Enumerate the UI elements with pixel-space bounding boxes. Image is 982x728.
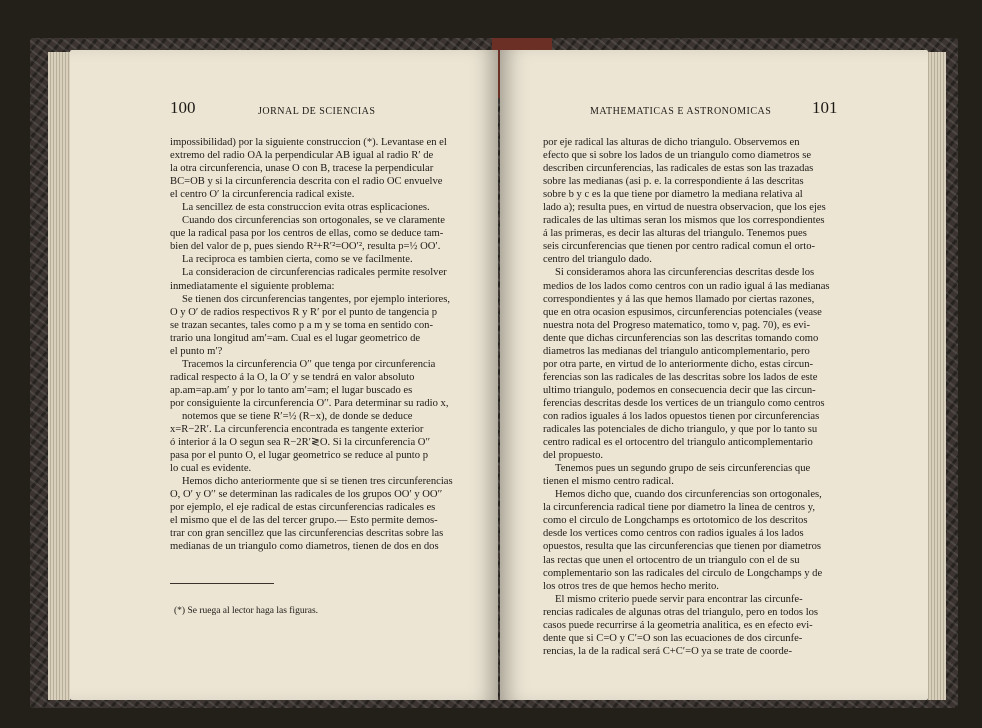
text-line: con radios iguales á los lados opuestos tienen por circunferencias	[543, 410, 820, 422]
text-line: correspondientes y á las que hemos llamado por ciertas razones,	[543, 293, 815, 305]
text-line: trario una longitud am′=am. Cual es el lugar geometrico de	[170, 332, 421, 344]
text-line: medianas de un triangulo como diametros, tienen de dos en dos	[170, 541, 439, 553]
text-line: dente que si C=O y C′=O son las ecuaciones de dos circunfe-	[543, 632, 803, 644]
left-page-number: 100	[170, 98, 196, 117]
text-line: ferencias descritas desde los vertices de un triangulo como centros	[543, 397, 825, 409]
right-page	[500, 50, 928, 700]
text-line: BC=OB y si la circunferencia descrita con el radio OC envuelve	[170, 176, 443, 188]
text-line: bien del valor de p, pues siendo R²+R′²=OO′², resulta p=½ OO′.	[170, 241, 441, 253]
text-line: desde los vertices como centros con radios iguales á los lados	[543, 528, 804, 540]
text-line: la circunferencia radical tiene por diametro la linea de centros y,	[543, 502, 815, 514]
text-line: casos puede recurrirse á la geometria analitica, es en efecto evi-	[543, 619, 813, 631]
right-running-head: MATHEMATICAS E ASTRONOMICAS	[590, 106, 772, 117]
left-running-head: JORNAL DE SCIENCIAS	[258, 106, 376, 117]
text-line: seis circunferencias que tienen por centro radical comun el orto-	[543, 241, 816, 253]
text-line: sobre b y c es la que tiene por diametro la mediana relativa al	[543, 189, 803, 201]
text-line: el centro O′ la circunferencia radical existe.	[170, 189, 355, 201]
text-line: los otros tres de que hemos hecho merito.	[543, 580, 719, 592]
text-line: inmediatamente el siguiente problema:	[170, 280, 335, 292]
text-line: pasa por el punto O, el lugar geometrico se reduce al punto p	[170, 450, 428, 462]
left-page	[70, 50, 498, 700]
right-page-text	[543, 136, 831, 658]
text-line: La sencillez de esta construccion evita otras esplicaciones.	[182, 202, 430, 214]
text-line: por eje radical las alturas de dicho triangulo. Observemos en	[543, 137, 800, 148]
text-line: que la radical pasa por los centros de ellas, como se deduce tam-	[170, 228, 444, 240]
text-line: como el circulo de Longchamps es ortotomico de los descritos	[543, 515, 808, 527]
text-line: Hemos dicho anteriormente que si se tienen tres circunferencias	[182, 476, 453, 488]
text-line: La reciproca es tambien cierta, como se ve facilmente.	[182, 254, 413, 266]
text-line: Tenemos pues un segundo grupo de seis circunferencias que	[555, 463, 811, 475]
footnote-rule	[170, 583, 274, 584]
text-line: dente que dichas circunferencias son las descritas tomando como	[543, 332, 819, 344]
text-line: radicales de las ultimas seran los mismos que los correspondientes	[543, 215, 825, 227]
text-line: ferencias son las radicales de las descritas sobre los lados de este	[543, 371, 818, 383]
text-line: las rectas que unen el ortocentro de un triangulo con el de su	[543, 554, 800, 566]
text-line: ap.am=ap.am′ y por lo tanto am′=am; el lugar buscado es	[170, 384, 413, 396]
text-line: ultimo triangulo, podemos en consecuencia decir que las circun-	[543, 384, 816, 396]
text-line: complementario son las radicales del circulo de Longchamps y de	[543, 567, 823, 579]
footnote: (*) Se ruega al lector haga las figuras.	[174, 606, 319, 616]
text-line: el mismo que el de las del tercer grupo.— Esto permite demos-	[170, 515, 438, 527]
text-line: del propuesto.	[543, 450, 604, 462]
text-line: á las primeras, es decir las alturas del triangulo. Tenemos pues	[543, 228, 807, 240]
right-page-edges	[928, 52, 946, 700]
text-line: centro radical es el ortocentro del triangulo anticomplementario	[543, 437, 813, 449]
text-line: Hemos dicho que, cuando dos circunferencias son ortogonales,	[555, 489, 822, 501]
text-line: opuestos, resulta que las circunferencias que tienen por diametros	[543, 541, 821, 553]
text-line: por consiguiente la circunferencia O′′. Para determinar su radio x,	[170, 397, 449, 409]
text-line: O, O′ y O′′ se determinan las radicales de los grupos OO′ y OO′′	[170, 489, 443, 501]
text-line: diametros las medianas del triangulo anticomplementario, pero	[543, 345, 810, 357]
text-line: El mismo criterio puede servir para encontrar las circunfe-	[555, 593, 803, 605]
text-line: medios de los lados como centros con un radio igual á las medianas	[543, 280, 830, 292]
text-line: O y O′ de radios respectivos R y R′ por el punto de tangencia p	[170, 306, 438, 318]
text-line: Tracemos la circunferencia O′′ que tenga por circunferencia	[182, 358, 436, 370]
text-line: La consideracion de circunferencias radicales permite resolver	[182, 267, 447, 279]
text-line: lado a); resulta pues, en virtud de nuestra observacion, que los ejes	[543, 202, 826, 214]
text-line: por ejemplo, el eje radical de estas circunferencias radicales es	[170, 502, 436, 514]
text-line: Se tienen dos circunferencias tangentes, por ejemplo interiores,	[182, 293, 450, 305]
text-line: sobre las medianas (asi p. e. la correspondiente á las descritas	[543, 176, 804, 188]
text-line: radicales las potenciales de dicho triangulo, y que por lo tanto su	[543, 424, 818, 436]
text-line: extremo del radio OA la perpendicular AB igual al radio R′ de	[170, 150, 434, 162]
text-line: x=R−2R′. La circunferencia encontrada es tangente exterior	[170, 424, 424, 436]
text-line: radical respecto á la O, la O′ y se tendrá en valor absoluto	[170, 371, 415, 383]
left-page-text	[170, 136, 458, 554]
text-line: rencias, la de la radical será C+C′=O ya se trate de coorde-	[543, 645, 792, 657]
right-page-number: 101	[812, 98, 838, 117]
text-line: se trazan secantes, tales como p a m y se toma en sentido con-	[170, 319, 433, 331]
text-line: rencias radicales de algunas otras del triangulo, pero en todos los	[543, 606, 819, 618]
text-line: trar con gran sencillez que las circunferencias descritas sobre las	[170, 528, 444, 540]
left-page-edges	[48, 52, 70, 700]
text-line: impossibilidad) por la siguiente construccion (*). Levantase en el	[170, 137, 447, 148]
text-line: nuestra nota del Progreso matematico, tomo v, pag. 70), es evi-	[543, 319, 811, 331]
text-line: ó interior á la O segun sea R−2R′≷O. Si la circunferencia O′′	[170, 437, 431, 449]
text-line: tienen el mismo centro radical.	[543, 476, 674, 488]
text-line: la otra circunferencia, unase O con B, tracese la perpendicular	[170, 163, 434, 175]
text-line: Cuando dos circunferencias son ortogonales, se ve claramente	[182, 215, 445, 227]
text-line: que en otra ocasion espusimos, circunferencias potenciales (vease	[543, 306, 822, 318]
text-line: centro del triangulo dado.	[543, 254, 652, 266]
text-line: Si consideramos ahora las circunferencias descritas desde los	[555, 267, 815, 279]
text-line: por otra parte, en virtud de lo anteriormente dicho, estas circun-	[543, 358, 814, 370]
text-line: notemos que se tiene R′=½ (R−x), de donde se deduce	[182, 410, 413, 422]
text-line: efecto que si sobre los lados de un triangulo como diametros se	[543, 150, 812, 162]
text-line: describen circunferencias, las radicales de estas son las trazadas	[543, 163, 814, 175]
text-line: lo cual es evidente.	[170, 463, 252, 475]
text-line: el punto m′?	[170, 345, 223, 357]
